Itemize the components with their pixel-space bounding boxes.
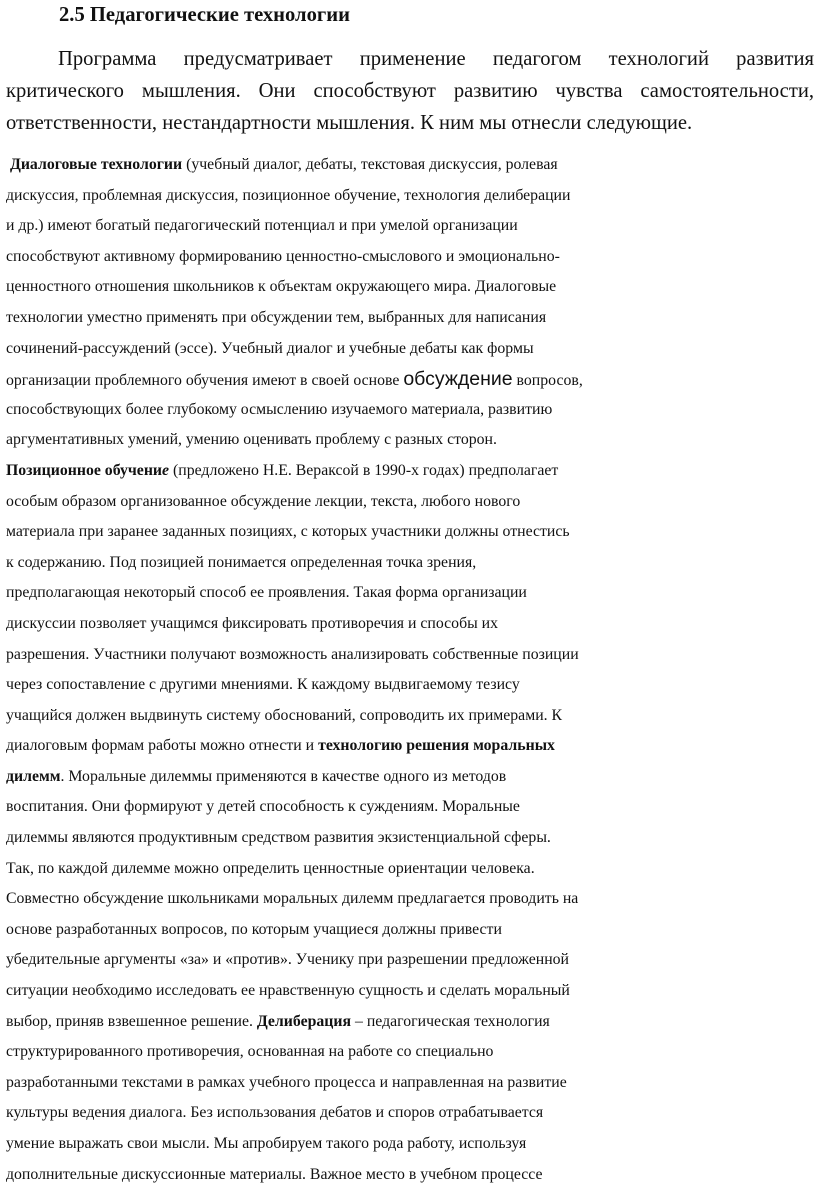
body-text (6, 150, 816, 1190)
text-line: к содержанию. Под позицией понимается определенная точка зрения, (6, 553, 477, 571)
text-line: организации проблемного обучения имеют в своей основе обсуждение вопросов, (6, 368, 583, 391)
text-line: материала при заранее заданных позициях, с которых участники должны отнестись (6, 523, 570, 541)
text-line: убедительные аргументы «за» и «против». Ученику при разрешении предложенной (6, 951, 570, 969)
text-line: основе разработанных вопросов, по которым учащиеся должны привести (6, 920, 502, 938)
text-line: учащийся должен выдвинуть систему обоснований, сопроводить их примерами. К (6, 706, 563, 724)
text-line: дискуссии позволяет учащимся фиксировать противоречия и способы их (6, 614, 499, 632)
text-line: Совместно обсуждение школьниками моральных дилемм предлагается проводить на (6, 890, 579, 908)
text-line: диалоговым формам работы можно отнести и технологию решения моральных (6, 737, 555, 755)
text-line: предполагающая некоторый способ ее проявления. Такая форма организации (6, 584, 527, 602)
text-line: Диалоговые технологии (учебный диалог, дебаты, текстовая дискуссия, ролевая (9, 156, 558, 173)
text-line: Так, по каждой дилемме можно определить ценностные ориентации человека. (6, 859, 535, 877)
text-line: Позиционное обучение (предложено Н.Е. Вераксой в 1990-х годах) предполагает (6, 461, 559, 479)
text-line: дилемм. Моральные дилеммы применяются в качестве одного из методов (6, 767, 507, 785)
text-line: аргументативных умений, умению оценивать проблему с разных сторон. (6, 431, 497, 449)
section-heading: 2.5 Педагогические технологии (59, 4, 350, 26)
sans-word: обсуждение (403, 368, 513, 391)
text-line: разработанными текстами в рамках учебного процесса и направленная на развитие (6, 1073, 567, 1091)
text-line: ситуации необходимо исследовать ее нравственную сущность и сделать моральный (6, 982, 570, 1000)
text-line: умение выражать свои мысли. Мы апробируем такого рода работу, используя (6, 1135, 527, 1152)
text-line: особым образом организованное обсуждение лекции, текста, любого нового (6, 492, 521, 510)
intro-paragraph: Программа предусматривает применение педагогом технологий развития критического мышления. Они способствуют развитию чувства самостоятельности, ответственности, нестандартности мышления. К ним мы отнесли следующие. (6, 48, 814, 134)
term-deliberation: Делиберация (256, 1012, 352, 1030)
term-dialog-technologies: Диалоговые технологии (9, 156, 183, 173)
text-line: способствуют активному формированию ценностно-смыслового и эмоционально- (6, 247, 560, 265)
text-line: дополнительные дискуссионные материалы. Важное место в учебном процессе (6, 1165, 543, 1183)
term-moral-dilemmas: технологию решения моральных (318, 737, 555, 755)
text-line: и др.) имеют богатый педагогический потенциал и при умелой организации (6, 217, 518, 235)
text-line: способствующих более глубокому осмыслению изучаемого материала, развитию (6, 400, 553, 418)
text-line: технологии уместно применять при обсуждении тем, выбранных для написания (6, 308, 547, 326)
text-line: ценностного отношения школьников к объектам окружающего мира. Диалоговые (6, 278, 557, 296)
term-positional-learning: Позиционное обучени (6, 461, 163, 479)
text-line: дилеммы являются продуктивным средством развития экзистенциальной сферы. (6, 829, 551, 847)
text-line: дискуссия, проблемная дискуссия, позиционное обучение, технология делиберации (6, 186, 571, 204)
text-line: через сопоставление с другими мнениями. К каждому выдвигаемому тезису (6, 676, 520, 694)
text-line: воспитания. Они формируют у детей способность к суждениям. Моральные (6, 798, 520, 816)
text-line: разрешения. Участники получают возможность анализировать собственные позиции (6, 645, 579, 663)
text-line: культуры ведения диалога. Без использования дебатов и споров отрабатывается (6, 1104, 544, 1122)
text-line: выбор, приняв взвешенное решение. Делиберация – педагогическая технология (6, 1012, 550, 1030)
text-line: сочинений-рассуждений (эссе). Учебный диалог и учебные дебаты как формы (6, 339, 534, 357)
text-line: структурированного противоречия, основанная на работе со специально (6, 1043, 494, 1061)
